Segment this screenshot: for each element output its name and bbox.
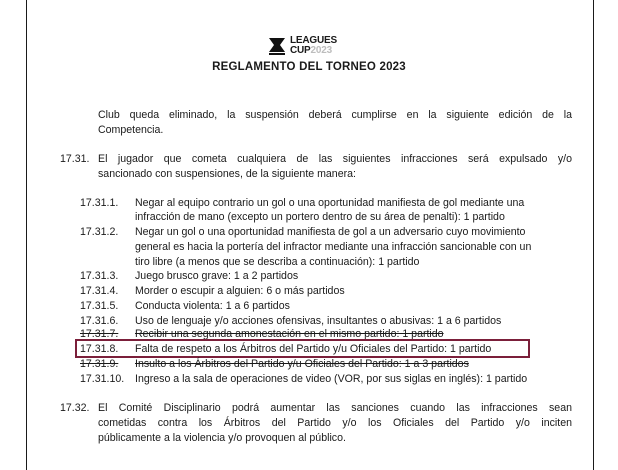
item-line: Conducta violenta: 1 a 6 partidos	[135, 300, 290, 312]
section-17-31-line-1: El jugador que cometa cualquiera de las siguientes infracciones será expulsado y/o	[98, 153, 572, 165]
section-17-32-line-2: cometidas contra los Árbitros del Partido y/o los Oficiales del Partido y/o inciten	[98, 417, 572, 429]
item-line-highlighted: Falta de respeto a los Árbitros del Partido y/u Oficiales del Partido: 1 partido	[135, 343, 492, 355]
item-number: 17.31.2.	[80, 226, 119, 238]
document-title: REGLAMENTO DEL TORNEO 2023	[212, 61, 406, 73]
section-17-31-number: 17.31.	[60, 153, 90, 165]
item-line: general es hacia la portería del infractor mediante una infracción sancionable con un	[135, 241, 532, 253]
item-number: 17.31.3.	[80, 270, 119, 282]
item-line: infracción de mano (excepto un portero dentro de su área de penalti): 1 partido	[135, 211, 505, 223]
item-line: Recibir una segunda amonestación en el mismo partido: 1 partido	[135, 328, 444, 340]
logo-text-cup: CUP2023	[290, 45, 332, 56]
intro-line-1: Club queda eliminado, la suspensión deberá cumplirse en la siguiente edición de la	[98, 109, 572, 121]
item-line: Negar al equipo contrario un gol o una oportunidad manifiesta de gol mediante una	[135, 197, 525, 209]
intro-line-2: Competencia.	[98, 124, 164, 136]
logo-text-leagues: LEAGUES	[290, 35, 337, 46]
item-line: Ingreso a la sala de operaciones de video (VOR, por sus siglas en inglés): 1 partido	[135, 373, 528, 385]
section-17-32-number: 17.32.	[60, 402, 90, 414]
item-number: 17.31.5.	[80, 300, 119, 312]
item-number: 17.31.6.	[80, 315, 119, 327]
item-line: Juego brusco grave: 1 a 2 partidos	[135, 270, 299, 282]
section-17-31-line-2: sancionado con suspensiones, de la siguiente manera:	[98, 168, 356, 180]
section-17-32-line-3: públicamente a la violencia y/o provoquen al público.	[98, 432, 346, 444]
item-number: 17.31.4.	[80, 285, 119, 297]
item-number: 17.31.7.	[80, 328, 119, 340]
item-line: Morder o escupir a alguien: 6 o más partidos	[135, 285, 345, 297]
item-line: Negar un gol o una oportunidad manifiesta de gol a un adversario cuyo movimiento	[135, 226, 526, 238]
item-number-highlighted: 17.31.8.	[80, 343, 119, 355]
leagues-cup-logo	[268, 35, 378, 57]
item-number: 17.31.1.	[80, 197, 119, 209]
logo-year: 2023	[310, 45, 332, 56]
leagues-cup-trophy-icon	[268, 37, 286, 55]
item-number: 17.31.9.	[80, 358, 119, 370]
item-line: Uso de lenguaje y/o acciones ofensivas, insultantes o abusivas: 1 a 6 partidos	[135, 315, 502, 327]
item-line: Insulto a los Árbitros del Partido y/u Oficiales del Partido: 1 a 3 partidos	[135, 358, 469, 370]
section-17-32-line-1: El Comité Disciplinario podrá aumentar las sanciones cuando las infracciones sean	[98, 402, 572, 414]
item-number: 17.31.10.	[80, 373, 125, 385]
item-line: tiro libre (a menos que se describa a continuación): 1 partido	[135, 256, 420, 268]
